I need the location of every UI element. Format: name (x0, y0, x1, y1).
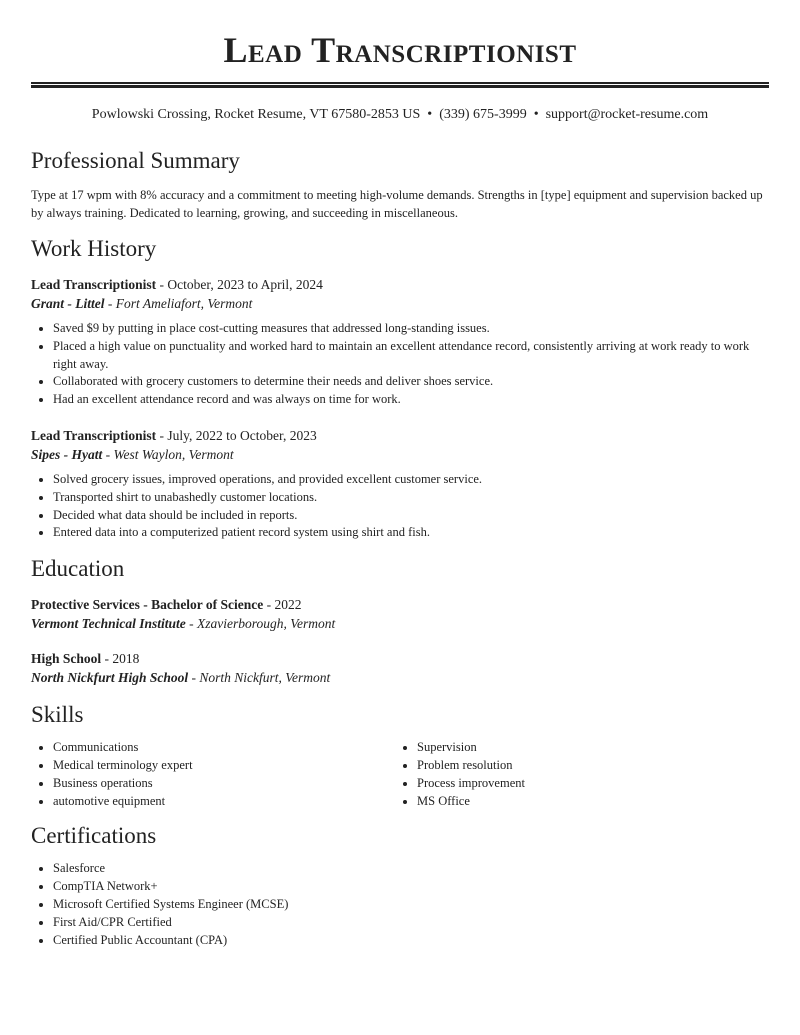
job-bullet: • Transported shirt to unabashedly customer locations. (53, 489, 769, 507)
section-heading-education: Education (31, 556, 125, 582)
certification-item: • First Aid/CPR Certified (53, 914, 769, 932)
job-bullet: • Solved grocery issues, improved operations, and provided excellent customer service. (53, 471, 769, 489)
summary-text: Type at 17 wpm with 8% accuracy and a commitment to meeting high-volume demands. Strengths in [type] equipment and supervision backed up by always training. Dedicated to learning, growing, and succeeding in miscellaneous. (31, 188, 763, 220)
skill-item: • Medical terminology expert (53, 757, 395, 775)
certification-item: • Microsoft Certified Systems Engineer (MCSE) (53, 896, 769, 914)
skill-item: • automotive equipment (53, 793, 395, 811)
job-title: Lead Transcriptionist (31, 277, 157, 292)
contact-phone: (339) 675-3999 (439, 107, 527, 122)
job-entry (31, 275, 769, 409)
job-bullet: • Saved $9 by putting in place cost-cutting measures that addressed long-standing issues. (53, 320, 769, 338)
job-bullet: • Had an excellent attendance record and was always on time for work. (53, 391, 769, 409)
skills-list-right (395, 739, 759, 810)
education-school-line (31, 668, 769, 688)
contact-address: Powlowski Crossing, Rocket Resume, VT 67580-2853 US (91, 107, 421, 122)
contact-line (31, 105, 769, 125)
job-employer-line (31, 445, 769, 465)
education-location: - North Nickfurt, Vermont (188, 670, 331, 686)
education-year: - 2018 (101, 651, 140, 667)
skills-list-left (31, 739, 395, 810)
education-entry (31, 595, 769, 634)
skill-item: • Process improvement (417, 775, 759, 793)
skill-item: • MS Office (417, 793, 759, 811)
job-employer: Sipes - Hyatt (31, 446, 103, 462)
education-location: - Xzavierborough, Vermont (185, 616, 336, 632)
job-dates: - October, 2023 to April, 2024 (156, 277, 323, 292)
job-title-line (31, 426, 769, 445)
certification-item: • Certified Public Accountant (CPA) (53, 932, 769, 950)
education-entry (31, 649, 769, 688)
job-employer: Grant - Littel (31, 296, 105, 311)
certification-item: • Salesforce (53, 860, 769, 878)
job-title: Lead Transcriptionist (31, 427, 157, 443)
skill-item: • Communications (53, 739, 395, 757)
job-bullet: • Collaborated with grocery customers to determine their needs and deliver shoes service. (53, 373, 769, 391)
section-heading-summary: Professional Summary (31, 148, 240, 173)
job-location: - West Waylon, Vermont (102, 446, 234, 462)
education-school: Vermont Technical Institute (31, 616, 186, 632)
contact-email: support@rocket-resume.com (545, 107, 709, 122)
job-bullet: • Entered data into a computerized patient record system using shirt and fish. (53, 524, 769, 542)
skills-columns (31, 739, 769, 810)
job-employer-line (31, 294, 769, 314)
contact-separator: • (533, 107, 539, 122)
contact-separator: • (427, 107, 433, 122)
skill-item: • Business operations (53, 775, 395, 793)
job-bullets (31, 320, 769, 409)
section-heading-certifications: Certifications (31, 823, 157, 849)
education-degree-line (31, 595, 769, 614)
job-location: - Fort Ameliafort, Vermont (104, 296, 253, 311)
education-degree: High School (31, 651, 102, 667)
job-bullets (31, 471, 769, 542)
certifications-list (31, 860, 769, 949)
education-degree-line (31, 649, 769, 668)
header-double-rule (31, 82, 769, 88)
education-school: North Nickfurt High School (31, 670, 189, 686)
resume-name: Lead Transcriptionist (223, 30, 577, 70)
job-entry (31, 426, 769, 542)
certification-item: • CompTIA Network+ (53, 878, 769, 896)
job-bullet: • Decided what data should be included in reports. (53, 507, 769, 525)
skill-item: • Supervision (417, 739, 759, 757)
education-school-line (31, 614, 769, 634)
job-title-line (31, 275, 769, 294)
skill-item: • Problem resolution (417, 757, 759, 775)
job-bullet: • Placed a high value on punctuality and worked hard to maintain an excellent attendance record, consistently arriving at work ready to work right away. (53, 338, 769, 374)
job-dates: - July, 2022 to October, 2023 (156, 427, 317, 443)
education-year: - 2022 (263, 597, 302, 613)
education-degree: Protective Services - Bachelor of Science (31, 597, 264, 613)
section-heading-skills: Skills (31, 702, 84, 728)
section-heading-work-history: Work History (31, 236, 157, 261)
